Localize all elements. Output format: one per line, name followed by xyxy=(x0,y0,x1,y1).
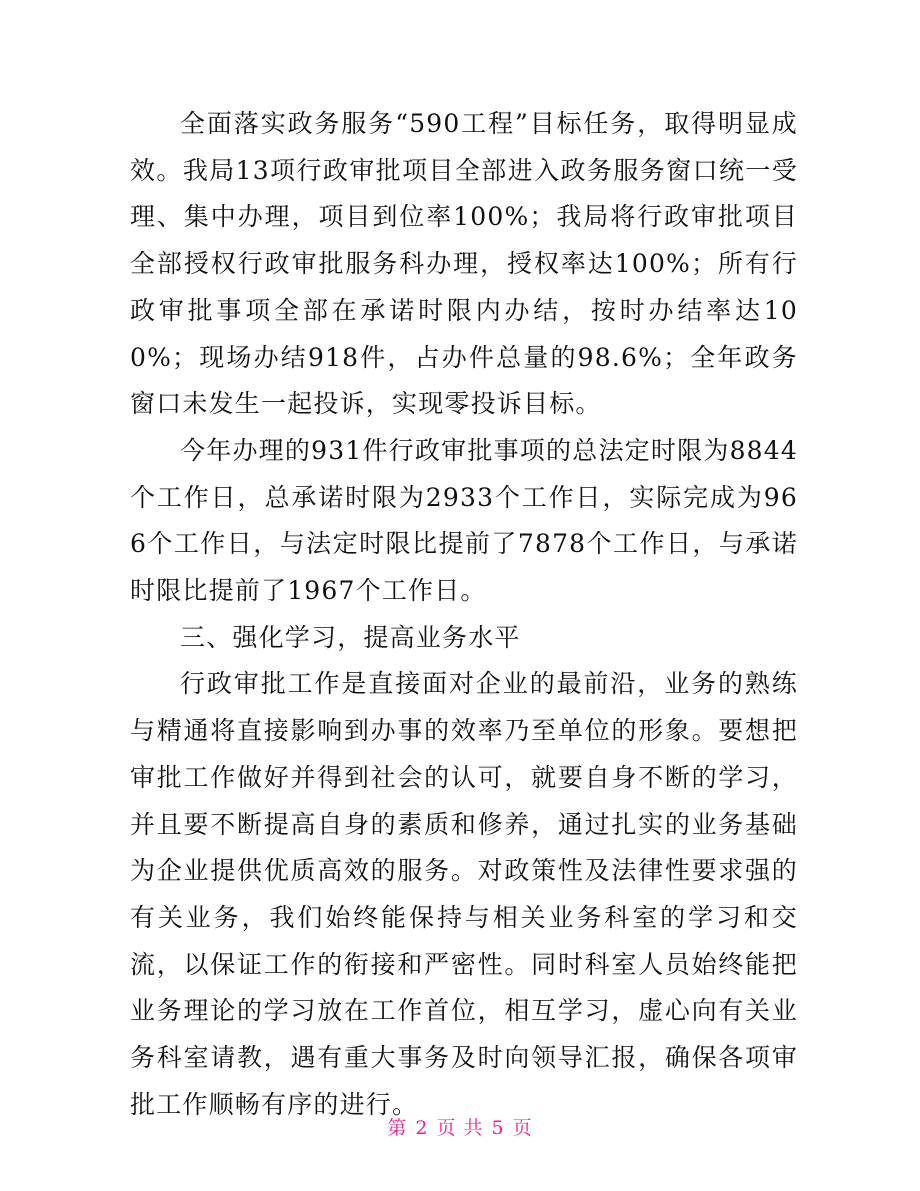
page-footer xyxy=(0,1113,920,1140)
paragraph-study: 行政审批工作是直接面对企业的最前沿，业务的熟练与精通将直接影响到办事的效率乃至单位的形象。要想把审批工作做好并得到社会的认可，就要自身不断的学习，并且要不断提高自身的素质和修养，通过扎实的业务基础为企业提供优质高效的服务。对政策性及法律性要求强的有关业务，我们始终能保持与相关业务科室的学习和交流，以保证工作的衔接和严密性。同时科室人员始终能把业务理论的学习放在工作首位，相互学习，虚心向有关业务科室请教，遇有重大事务及时向领导汇报，确保各项审批工作顺畅有序的进行。 xyxy=(130,669,798,1119)
footer-current-page: 2 xyxy=(415,1117,429,1139)
section-heading-study: 三、强化学习，提高业务水平 xyxy=(180,622,521,652)
footer-middle: 页 共 xyxy=(436,1117,484,1139)
paragraph-goal-achievement: 全面落实政务服务“590工程”目标任务，取得明显成效。我局13项行政审批项目全部进入政务服务窗口统一受理、集中办理，项目到位率100%；我局将行政审批项目全部授权行政审批服务科办理，授权率达100%；所有行政审批事项全部在承诺时限内办结，按时办结率达100%；现场办结918件，占办件总量的98.6%；全年政务窗口未发生一起投诉，实现零投诉目标。 xyxy=(130,109,798,419)
footer-suffix: 页 xyxy=(512,1117,533,1139)
footer-total-pages: 5 xyxy=(491,1117,505,1139)
paragraph-time-limits: 今年办理的931件行政审批事项的总法定时限为8844个工作日，总承诺时限为2933个工作日，实际完成为966个工作日，与法定时限比提前了7878个工作日，与承诺时限比提前了1967个工作日。 xyxy=(130,435,798,606)
document-body xyxy=(130,101,798,1128)
footer-prefix: 第 xyxy=(387,1117,408,1139)
